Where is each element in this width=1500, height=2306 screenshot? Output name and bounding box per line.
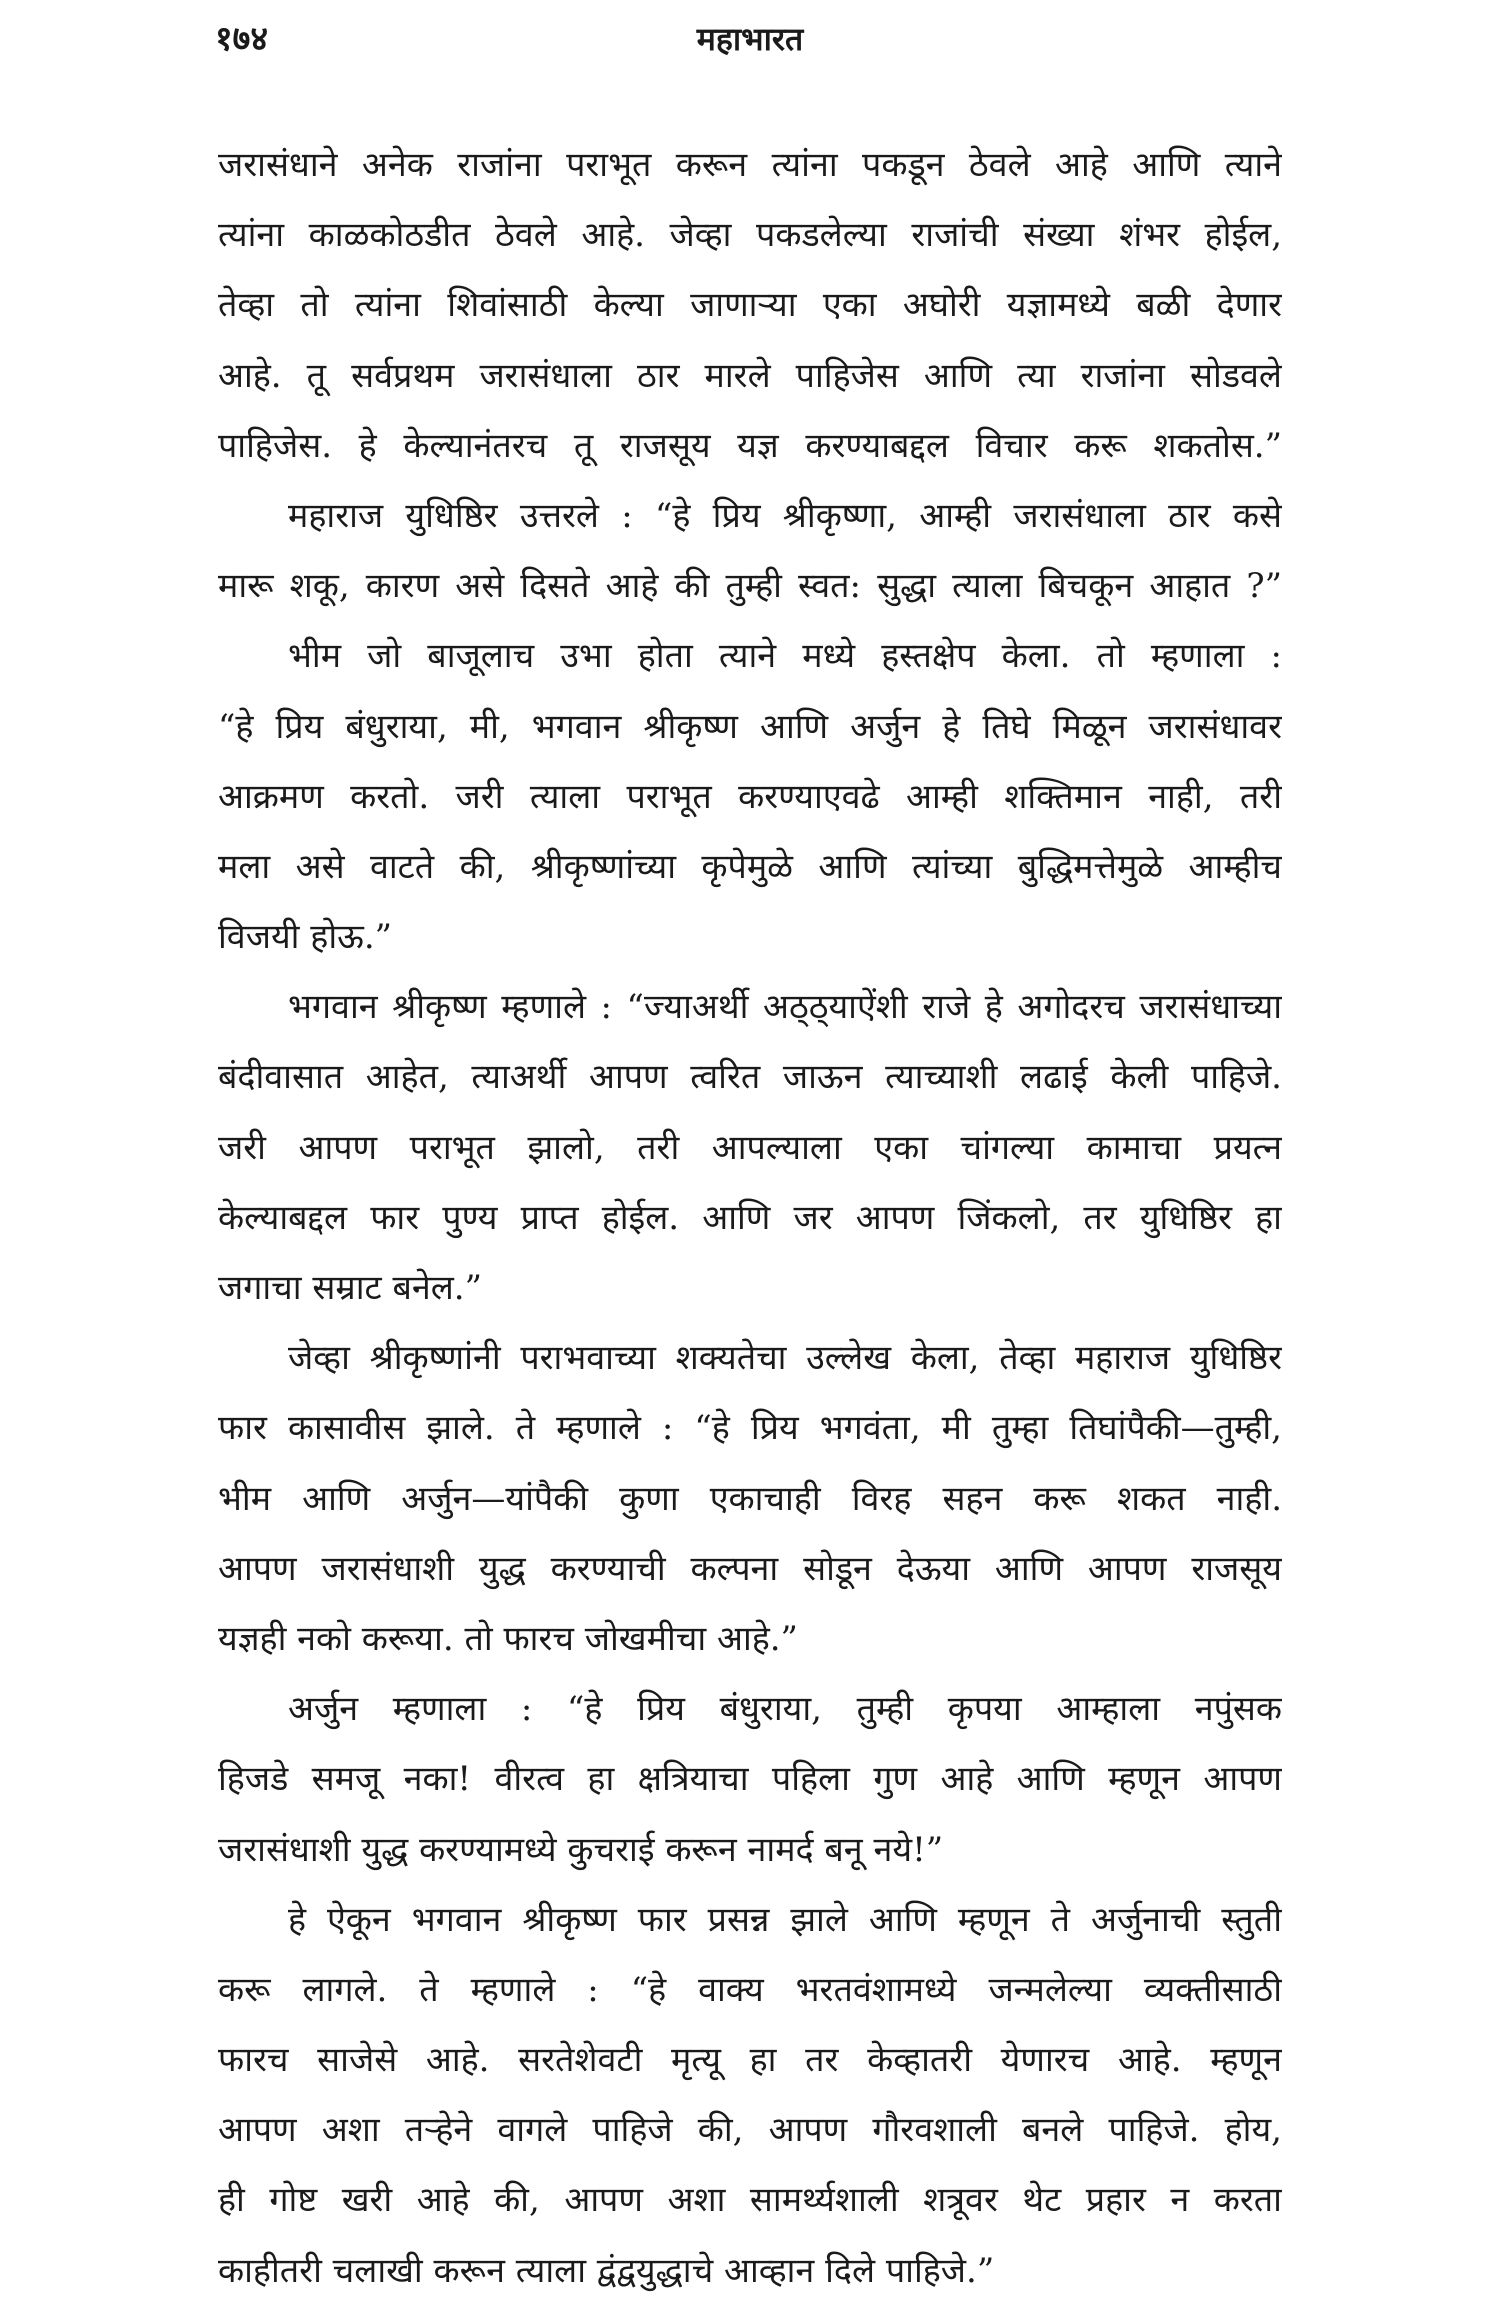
paragraph-last-line: विजयी होऊ.”	[218, 917, 393, 958]
paragraph-first-line: हे ऐकून भगवान श्रीकृष्ण फार प्रसन्न झाले आणि म्हणून ते अर्जुनाची स्तुती	[288, 1899, 1282, 1940]
paragraph-first-line: भगवान श्रीकृष्ण म्हणाले : “ज्याअर्थी अठ्ठ्याऐंशी राजे हे अगोदरच जरासंधाच्या	[288, 987, 1282, 1028]
paragraph-first-line: महाराज युधिष्ठिर उत्तरले : “हे प्रिय श्रीकृष्णा, आम्ही जरासंधाला ठार कसे	[288, 495, 1282, 536]
text-line: भीम आणि अर्जुन—यांपैकी कुणा एकाचाही विरह सहन करू शकत नाही.	[218, 1478, 1282, 1519]
text-line: “हे प्रिय बंधुराया, मी, भगवान श्रीकृष्ण आणि अर्जुन हे तिघे मिळून जरासंधावर	[218, 706, 1282, 747]
text-line: जरासंधाने अनेक राजांना पराभूत करून त्यांना पकडून ठेवले आहे आणि त्याने	[218, 145, 1282, 185]
page-number: १७४	[215, 19, 269, 59]
text-line: फारच साजेसे आहे. सरतेशेवटी मृत्यू हा तर केव्हातरी येणारच आहे. म्हणून	[218, 2040, 1282, 2081]
text-line: केल्याबद्दल फार पुण्य प्राप्त होईल. आणि जर आपण जिंकलो, तर युधिष्ठिर हा	[218, 1197, 1282, 1238]
paragraph-first-line: जेव्हा श्रीकृष्णांनी पराभवाच्या शक्यतेचा उल्लेख केला, तेव्हा महाराज युधिष्ठिर	[288, 1338, 1282, 1379]
text-line: त्यांना काळकोठडीत ठेवले आहे. जेव्हा पकडलेल्या राजांची संख्या शंभर होईल,	[218, 215, 1282, 256]
text-line: ही गोष्ट खरी आहे की, आपण अशा सामर्थ्यशाली शत्रूवर थेट प्रहार न करता	[218, 2180, 1282, 2221]
text-line: करू लागले. ते म्हणाले : “हे वाक्य भरतवंशामध्ये जन्मलेल्या व्यक्तीसाठी	[218, 1969, 1282, 2010]
text-line: आहे. तू सर्वप्रथम जरासंधाला ठार मारले पाहिजेस आणि त्या राजांना सोडवले	[218, 355, 1282, 396]
running-header	[215, 14, 1285, 64]
body-text	[218, 130, 1282, 2306]
paragraph-first-line: अर्जुन म्हणाला : “हे प्रिय बंधुराया, तुम्ही कृपया आम्हाला नपुंसक	[288, 1689, 1282, 1730]
text-line: फार कासावीस झाले. ते म्हणाले : “हे प्रिय भगवंता, मी तुम्हा तिघांपैकी—तुम्ही,	[218, 1408, 1282, 1449]
text-line: आपण जरासंधाशी युद्ध करण्याची कल्पना सोडून देऊया आणि आपण राजसूय	[218, 1548, 1282, 1589]
text-line: तेव्हा तो त्यांना शिवांसाठी केल्या जाणाऱ्या एका अघोरी यज्ञामध्ये बळी देणार	[218, 285, 1282, 326]
paragraph-last-line: जरासंधाशी युद्ध करण्यामध्ये कुचराई करून नामर्द बनू नये!”	[218, 1829, 944, 1870]
text-line: जरी आपण पराभूत झालो, तरी आपल्याला एका चांगल्या कामाचा प्रयत्न	[218, 1127, 1282, 1168]
text-line: मारू शकू, कारण असे दिसते आहे की तुम्ही स्वत: सुद्धा त्याला बिचकून आहात ?”	[218, 566, 1282, 607]
text-line: आक्रमण करतो. जरी त्याला पराभूत करण्याएवढे आम्ही शक्तिमान नाही, तरी	[218, 776, 1282, 817]
paragraph-last-line: जगाचा सम्राट बनेल.”	[218, 1268, 482, 1308]
text-line: आपण अशा तऱ्हेने वागले पाहिजे की, आपण गौरवशाली बनले पाहिजे. होय,	[218, 2110, 1282, 2151]
paragraph-last-line: काहीतरी चलाखी करून त्याला द्वंद्वयुद्धाचे आव्हान दिले पाहिजे.”	[218, 2250, 995, 2291]
paragraph-last-line: यज्ञही नको करूया. तो फारच जोखमीचा आहे.”	[218, 1618, 798, 1659]
book-title: महाभारत	[696, 20, 804, 58]
text-line: बंदीवासात आहेत, त्याअर्थी आपण त्वरित जाऊन त्याच्याशी लढाई केली पाहिजे.	[218, 1057, 1282, 1098]
text-line: मला असे वाटते की, श्रीकृष्णांच्या कृपेमुळे आणि त्यांच्या बुद्धिमत्तेमुळे आम्हीच	[218, 846, 1282, 887]
paragraph-first-line: भीम जो बाजूलाच उभा होता त्याने मध्ये हस्तक्षेप केला. तो म्हणाला :	[288, 636, 1282, 677]
text-line: पाहिजेस. हे केल्यानंतरच तू राजसूय यज्ञ करण्याबद्दल विचार करू शकतोस.”	[218, 425, 1282, 466]
text-line: हिजडे समजू नका! वीरत्व हा क्षत्रियाचा पहिला गुण आहे आणि म्हणून आपण	[218, 1759, 1282, 1800]
